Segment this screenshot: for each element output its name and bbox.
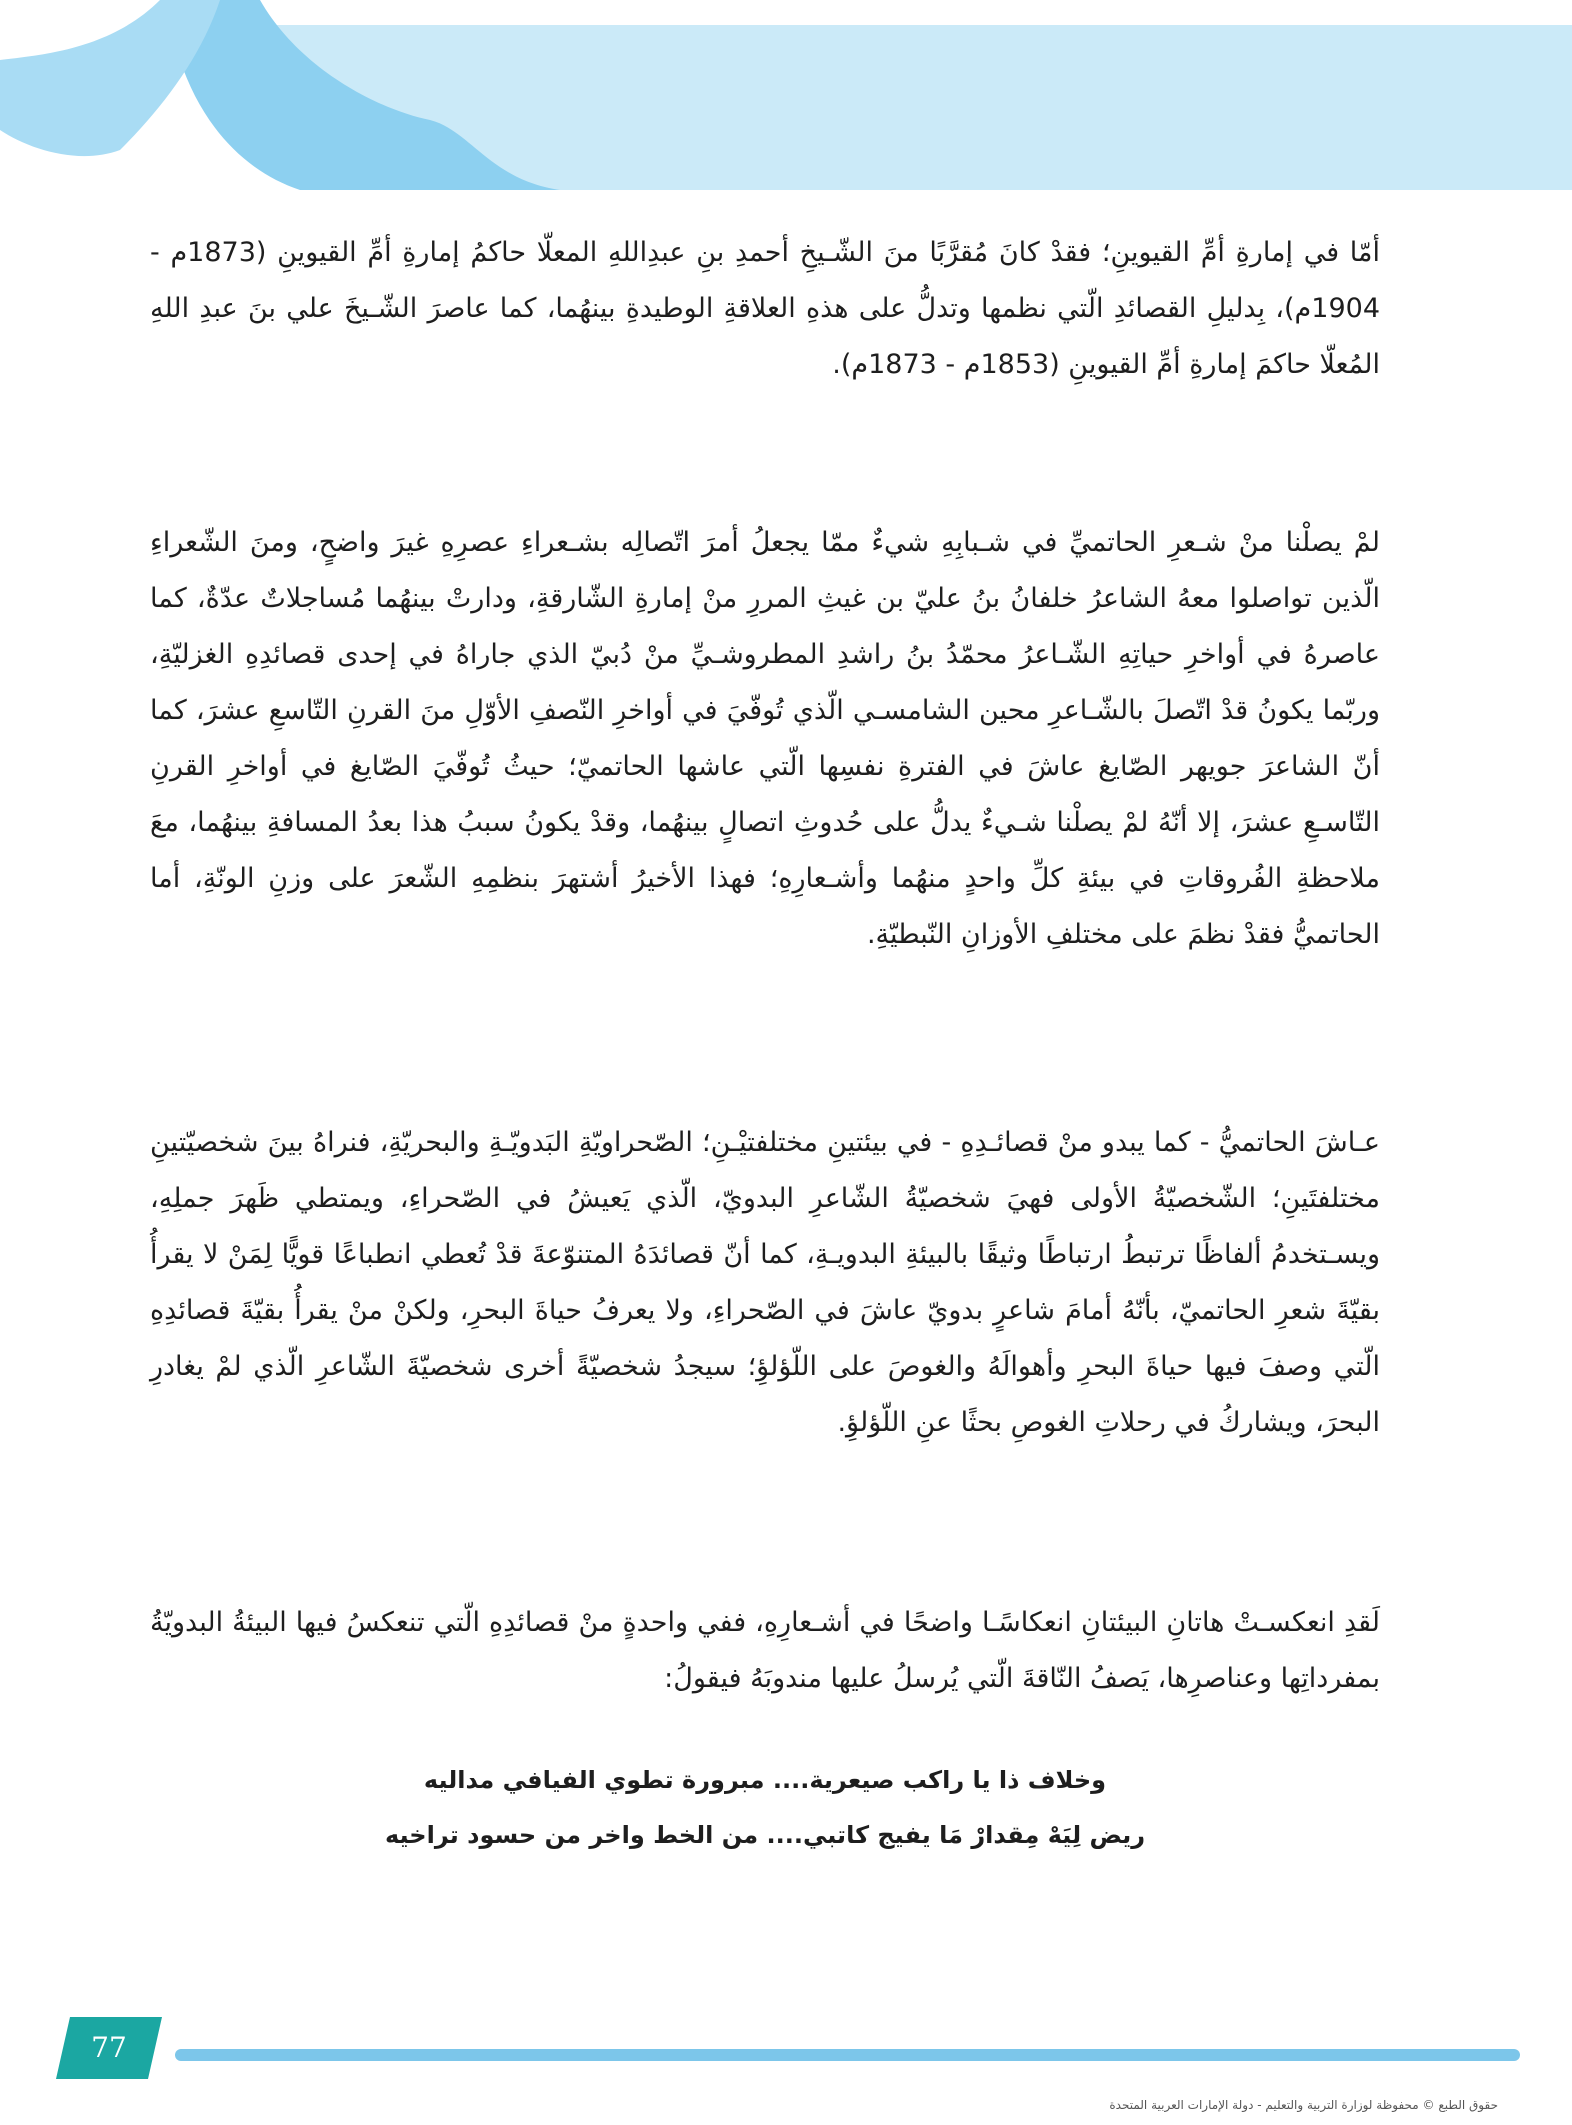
poem-verse-2: ريض لِيَهْ مِقدارْ مَا يفيج كاتبي.... من الخط واخر من حسود تراخيه	[384, 1821, 1146, 1849]
header-banner	[0, 0, 1572, 200]
paragraph-2: لمْ يصلْنا منْ شـعرِ الحاتميِّ في شـبابِهِ شيءٌ ممّا يجعلُ أمرَ اتّصالِه بشـعراءِ عصرِهِ غيرَ واضحٍ، ومنَ الشّعراءِ الّذين تواصلوا معهُ الشاعرُ خلفانُ بنُ عليّ بن غيثِ المررِ منْ إمارةِ الشّارقةِ، ودارتْ بينهُما مُساجلاتٌ عدّةٌ، كما عاصرهُ في أواخرِ حياتِهِ الشّـاعرُ محمّدُ بنُ راشدِ المطروشـيِّ منْ دُبيّ الذي جاراهُ في إحدى قصائدِهِ الغزليّةِ، وربّما يكونُ قدْ اتّصلَ بالشّـاعرِ محين الشامسـي الّذي تُوفّيَ في أواخرِ النّصفِ الأوّلِ منَ القرنِ التّاسعِ عشرَ، كما أنّ الشاعرَ جويهر الصّايغ عاشَ في الفترةِ نفسِها الّتي عاشها الحاتميّ؛ حيثُ تُوفّيَ الصّايغ في أواخرِ القرنِ التّاسـعِ عشرَ، إلا أنّهُ لمْ يصلْنا شـيءٌ يدلُّ على حُدوثِ اتصالٍ بينهُما، وقدْ يكونُ سببُ هذا بعدُ المسافةِ بينهُما، معَ ملاحظةِ الفُروقاتِ في بيئةِ كلِّ واحدٍ منهُما وأشـعارِهِ؛ فهذا الأخيرُ أشتهرَ بنظمِهِ الشّعرَ على وزنِ الونّةِ، أما الحاتميُّ فقدْ نظمَ على مختلفِ الأوزانِ النّبطيّةِ.	[150, 527, 1380, 950]
paragraph-3: عـاشَ الحاتميُّ - كما يبدو منْ قصائـدِهِ - في بيئتينِ مختلفتيْـنِ؛ الصّحراويّةِ البَدويّـةِ والبحريّةِ، فنراهُ بينَ شخصيّتينِ مختلفتَينِ؛ الشّخصيّةُ الأولى فهيَ شخصيّةُ الشّاعرِ البدويّ، الّذي يَعيشُ في الصّحراءِ، ويمتطي ظَهرَ جملِهِ، ويسـتخدمُ ألفاظًا ترتبطُ ارتباطًا وثيقًا بالبيئةِ البدويـةِ، كما أنّ قصائدَهُ المتنوّعةَ قدْ تُعطي انطباعًا قويًّا لِمَنْ لا يقرأُ بقيّةَ شعرِ الحاتميّ، بأنّهُ أمامَ شاعرٍ بدويّ عاشَ في الصّحراءِ، ولا يعرفُ حياةَ البحرِ، ولكنْ منْ يقرأُ بقيّةَ قصائدِهِ الّتي وصفَ فيها حياةَ البحرِ وأهوالَهُ والغوصَ على اللّؤلؤِ؛ سيجدُ شخصيّةً أخرى شخصيّةَ الشّاعرِ الّذي لمْ يغادرِ البحرَ، ويشاركُ في رحلاتِ الغوصِ بحثًا عنِ اللّؤلؤِ.	[150, 1127, 1380, 1438]
paragraph-1: أمّا في إمارةِ أمِّ القيوينِ؛ فقدْ كانَ مُقرَّبًا منَ الشّـيخِ أحمدِ بنِ عبدِاللهِ المعلّا حاكمُ إمارةِ أمِّ القيوينِ (1873م - 1904م)، بِدليلِ القصائدِ الّتي نظمها وتدلُّ على هذهِ العلاقةِ الوطيدةِ بينهُما، كما عاصرَ الشّـيخَ علي بنَ عبدِ اللهِ المُعلّا حاكمَ إمارةِ أمِّ القيوينِ (1853م - 1873م).	[150, 237, 1381, 380]
footer-divider	[175, 2049, 1520, 2061]
page-number: 77	[91, 2031, 127, 2064]
paragraph-4: لَقدِ انعكسـتْ هاتانِ البيئتانِ انعكاسًـا واضحًا في أشـعارِهِ، ففي واحدةٍ منْ قصائدِهِ الّتي تنعكسُ فيها البيئةُ البدويّةُ بمفرداتِها وعناصرِها، يَصفُ النّاقةَ الّتي يُرسلُ عليها مندوبَهُ فيقولُ:	[150, 1607, 1380, 1694]
copyright-notice: حقوق الطبع © محفوظة لوزارة التربية والتعليم - دولة الإمارات العربية المتحدة	[1109, 2098, 1498, 2112]
poem-verse-1: وخلاف ذا يا راكب صيعرية.... مبرورة تطوي الفيافي مداليه	[423, 1766, 1107, 1794]
